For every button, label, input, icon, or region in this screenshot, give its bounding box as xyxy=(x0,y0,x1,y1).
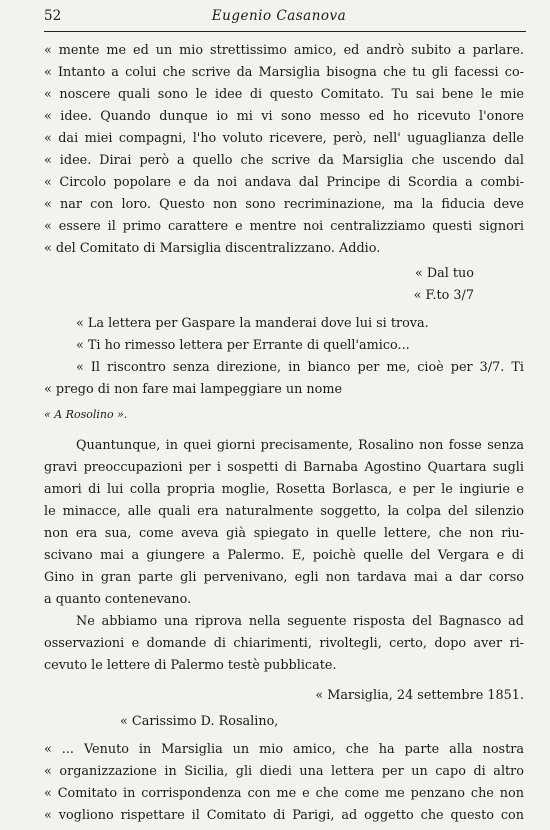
letter-line: « noscere quali sono le idee di questo Comitato. Tu sai bene le mie xyxy=(44,87,524,102)
letter-line: « idee. Dirai però a quello che scrive da Marsiglia che uscendo dal xyxy=(44,153,524,168)
letter-line: « del Comitato di Marsiglia discentralizzano. Addio. xyxy=(44,241,381,256)
letter-line: « organizzazione in Sicilia, gli diedi una lettera per un capo di altro xyxy=(44,764,524,779)
narrative-line: Ne abbiamo una riprova nella seguente risposta del Bagnasco ad xyxy=(76,614,524,629)
letter-line: « Intanto a colui che scrive da Marsiglia bisogna che tu gli facessi co- xyxy=(44,65,524,80)
page-number: 52 xyxy=(44,8,62,24)
letter-line: « essere il primo carattere e mentre noi centralizziamo questi signori xyxy=(44,219,524,234)
signoff-line: « Dal tuo xyxy=(414,266,474,281)
running-title: Eugenio Casanova xyxy=(211,8,347,24)
narrative-line: amori di lui colla propria moglie, Rosetta Borlasca, e per le ingiurie e xyxy=(44,482,524,497)
running-header xyxy=(44,6,514,28)
letter-line: « mente me ed un mio strettissimo amico, ed andrò subito a parlare. xyxy=(44,43,524,58)
letter-address: « A Rosolino ». xyxy=(44,408,128,421)
narrative-line: gravi preoccupazioni per i sospetti di Barnaba Agostino Quartara sugli xyxy=(44,460,524,475)
letter-dateline: « Marsiglia, 24 settembre 1851. xyxy=(315,688,524,703)
letter-salutation: « Carissimo D. Rosalino, xyxy=(120,714,279,729)
narrative-line: Quantunque, in quei giorni precisamente, Rosalino non fosse senza xyxy=(76,438,524,453)
letter-line: « vogliono rispettare il Comitato di Parigi, ad oggetto che questo con xyxy=(44,808,524,823)
narrative-line: osservazioni e domande di chiarimenti, rivoltegli, certo, dopo aver ri- xyxy=(44,636,524,651)
postscript-line: « La lettera per Gaspare la manderai dove lui si trova. xyxy=(76,316,429,331)
narrative-line: a quanto contenevano. xyxy=(44,592,192,607)
postscript-line: « prego di non fare mai lampeggiare un nome xyxy=(44,382,343,397)
postscript-line: « Ti ho rimesso lettera per Errante di quell'amico... xyxy=(76,338,410,353)
narrative-line: cevuto le lettere di Palermo testè pubblicate. xyxy=(44,658,337,673)
letter-line: « idee. Quando dunque io mi vi sono messo ed ho ricevuto l'onore xyxy=(44,109,524,124)
letter-line: « Comitato in corrispondenza con me e che come me penzano che non xyxy=(44,786,524,801)
letter-line: « dai miei compagni, l'ho voluto ricevere, però, nell' uguaglianza delle xyxy=(44,131,524,146)
narrative-line: le minacce, alle quali era naturalmente soggetto, la colpa del silenzio xyxy=(44,504,524,519)
letter-line: « ... Venuto in Marsiglia un mio amico, che ha parte alla nostra xyxy=(44,742,524,757)
postscript-line: « Il riscontro senza direzione, in bianco per me, cioè per 3/7. Ti xyxy=(76,360,524,375)
narrative-line: Gino in gran parte gli pervenivano, egli non tardava mai a dar corso xyxy=(44,570,524,585)
header-rule xyxy=(44,31,526,32)
signoff-line: « F.to 3/7 xyxy=(413,288,474,303)
narrative-line: non era sua, come aveva già spiegato in quelle lettere, che non riu- xyxy=(44,526,524,541)
letter-line: « Circolo popolare e da noi andava dal Principe di Scordia a combi- xyxy=(44,175,524,190)
narrative-line: scivano mai a giungere a Palermo. E, poichè quelle del Vergara e di xyxy=(44,548,524,563)
letter-line: « nar con loro. Questo non sono recriminazione, ma la fiducia deve xyxy=(44,197,524,212)
